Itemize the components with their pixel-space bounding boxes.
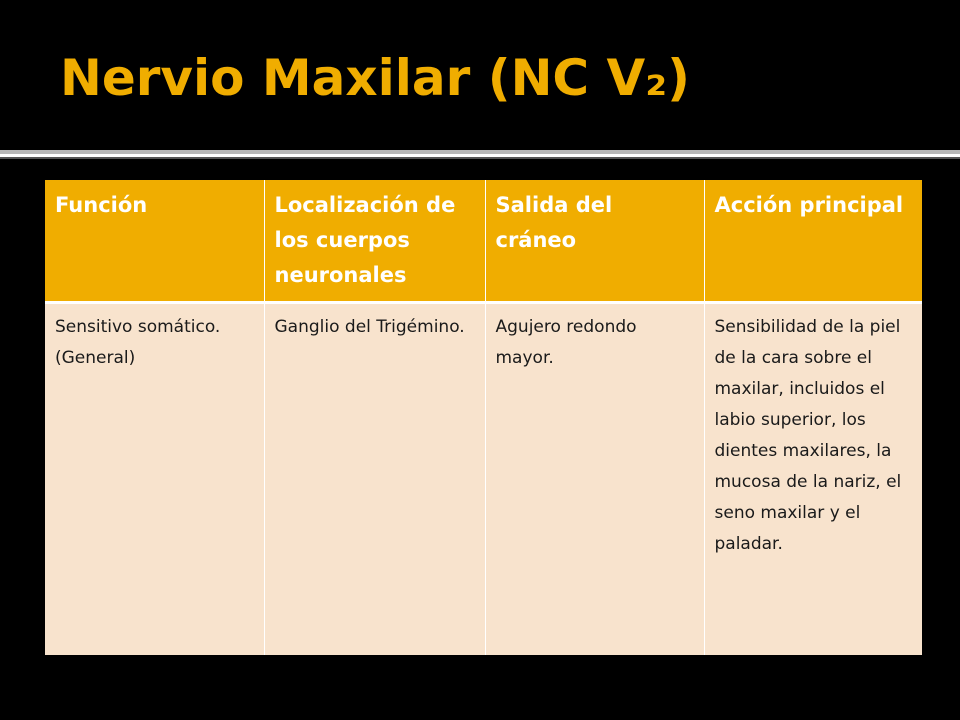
header-localizacion: Localización de los cuerpos neuronales [264,180,485,303]
header-accion: Acción principal [704,180,922,303]
nerve-info-table [45,180,922,655]
table-row [45,303,922,655]
slide-title: Nervio Maxilar (NC V₂) [60,49,690,107]
cell-funcion: Sensitivo somático. (General) [45,303,264,655]
title-bar [0,0,960,150]
header-funcion: Función [45,180,264,303]
cell-salida: Agujero redondo mayor. [485,303,704,655]
table-header-row [45,180,922,303]
header-salida: Salida del cráneo [485,180,704,303]
cell-accion: Sensibilidad de la piel de la cara sobre el maxilar, incluidos el labio superior, los dientes maxilares, la mucosa de la nariz, el seno maxilar y el paladar. [704,303,922,655]
cell-localizacion: Ganglio del Trigémino. [264,303,485,655]
